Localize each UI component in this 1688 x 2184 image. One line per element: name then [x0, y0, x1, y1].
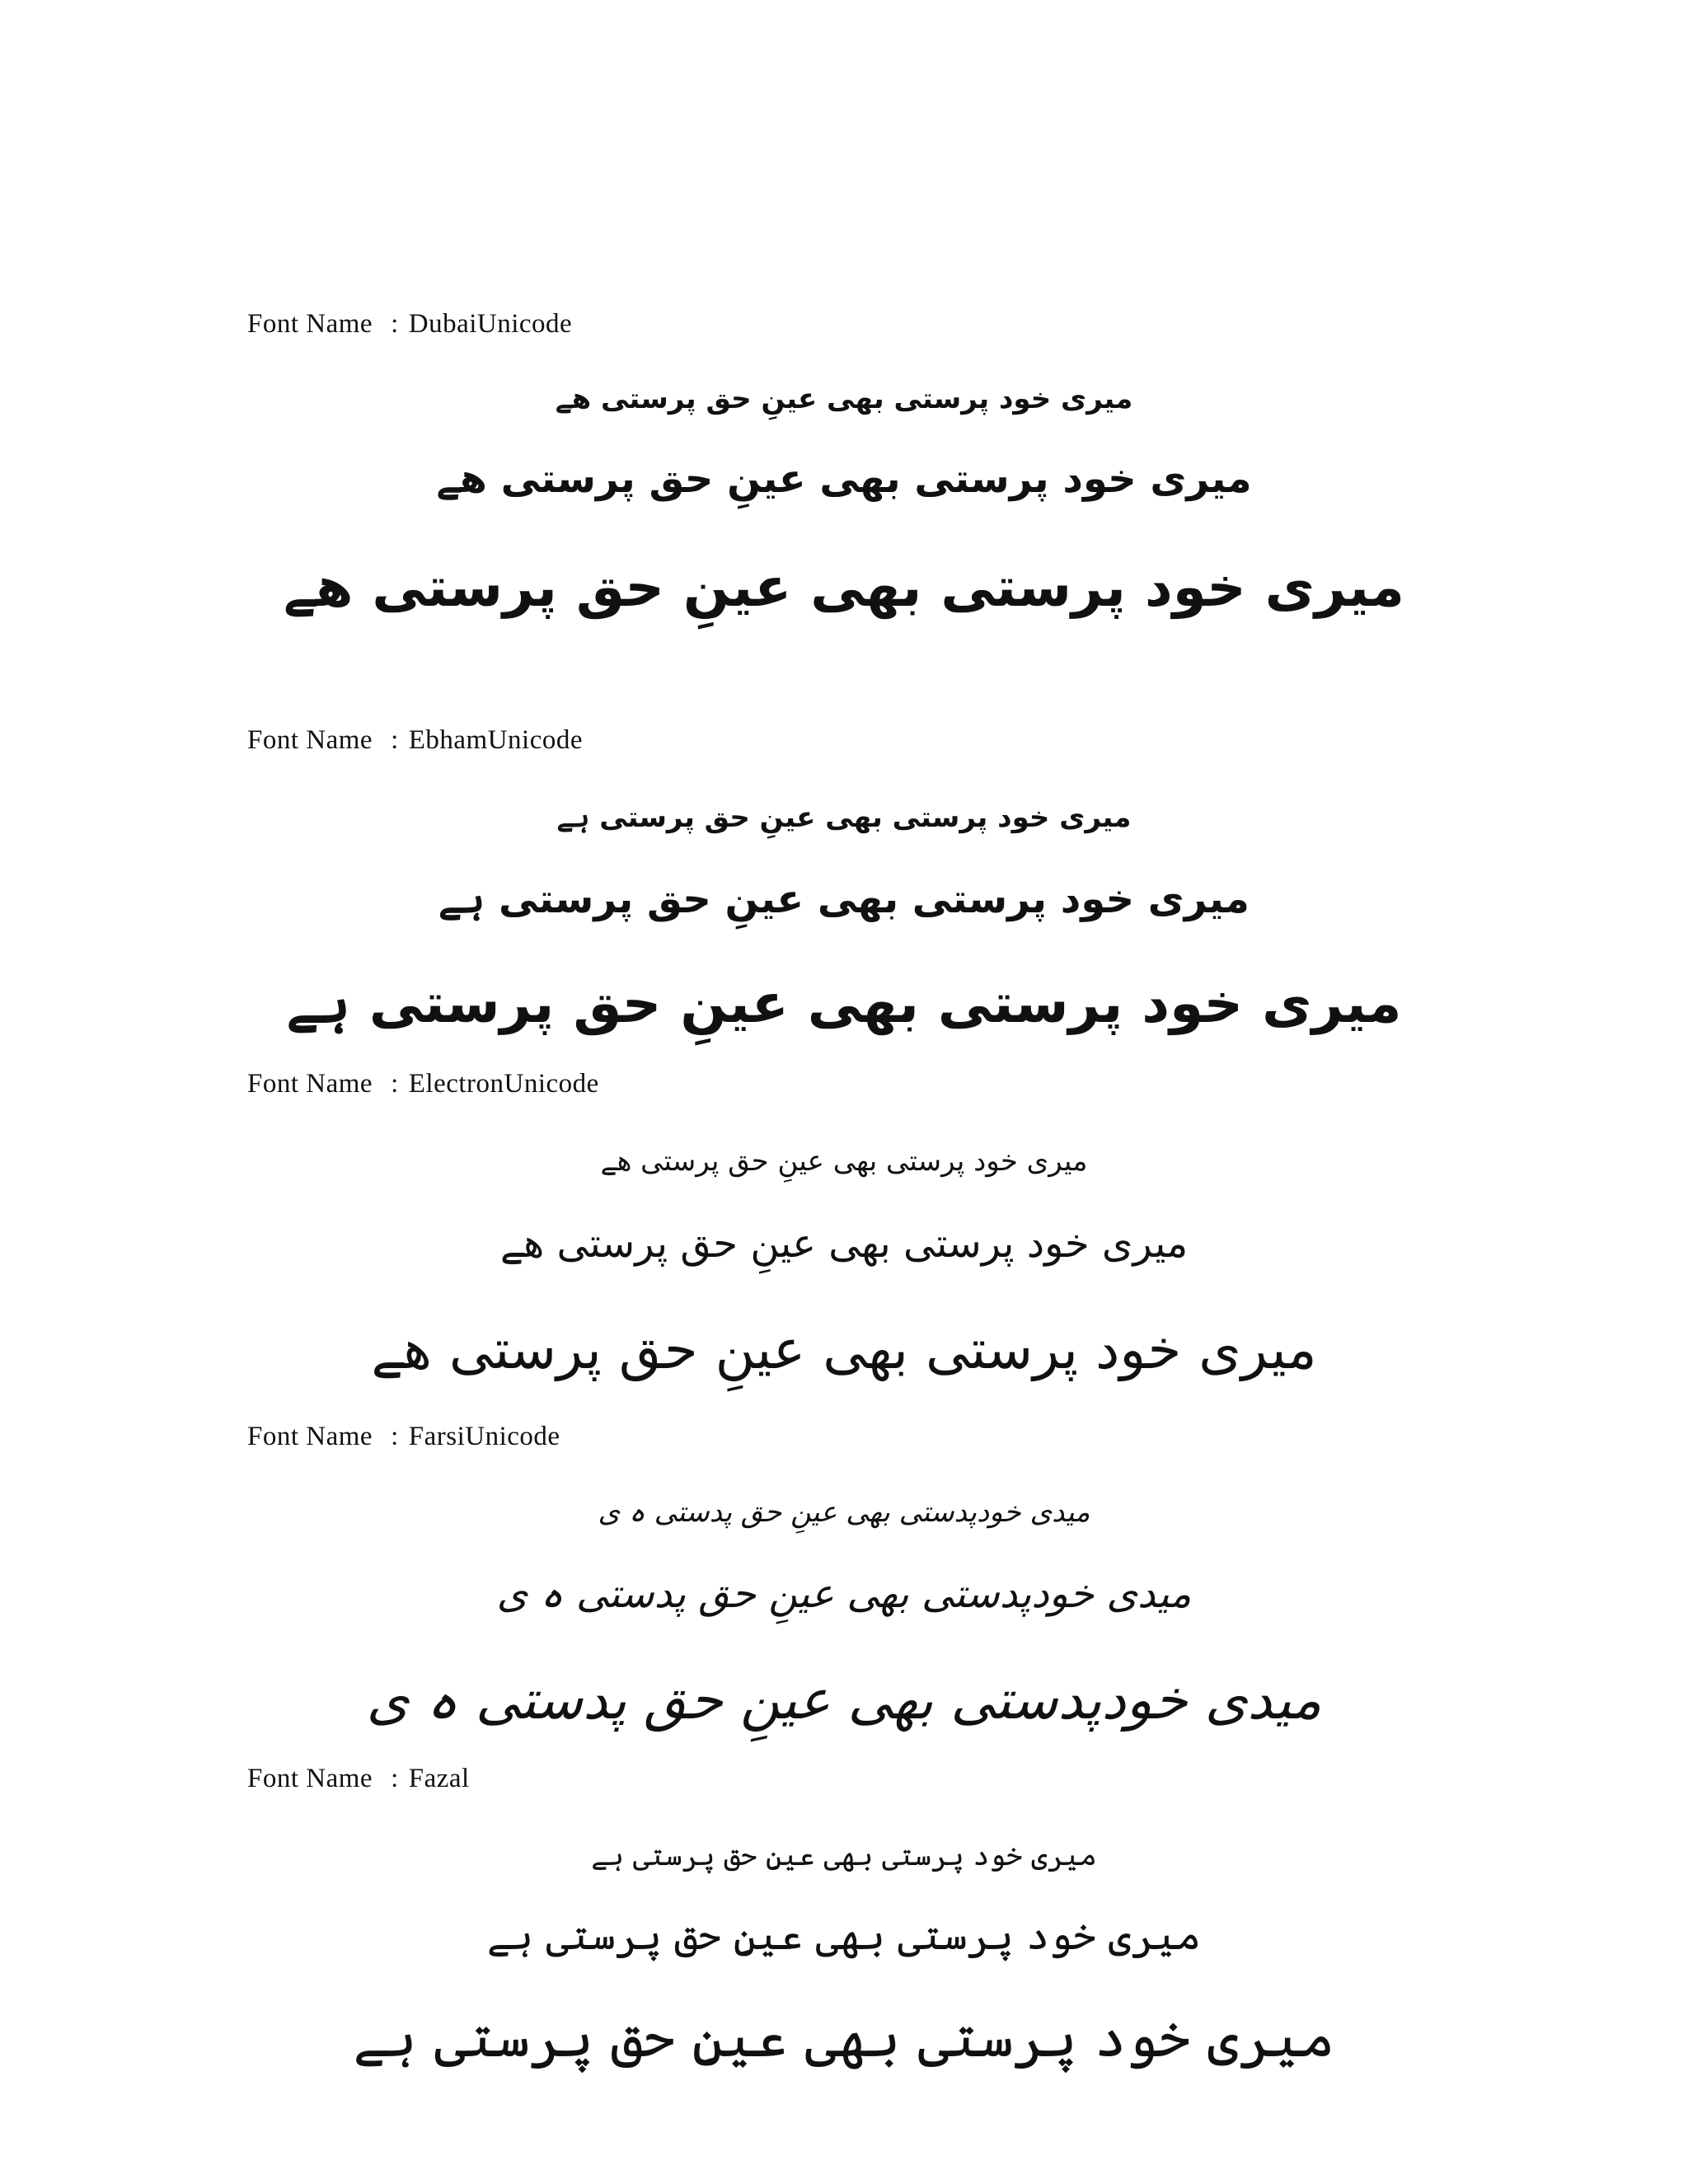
sample-text-medium: میری خود پرستی بھی عینِ حق پرستی ہے [438, 876, 1250, 922]
sample-text-large: میری خود پرستی بھی عینِ حق پرستی ہے [353, 2006, 1335, 2069]
sample-text-small: میری خود پرستی بھی عینِ حق پرستی ہے [556, 801, 1132, 834]
sample-text-medium: میری خود پرستی بھی عینِ حق پرستی ھے [436, 456, 1252, 502]
label-separator: : [391, 309, 399, 339]
sample-text-large: میری خود پرستی بھی عینِ حق پرستی ھے [371, 1318, 1317, 1381]
sample-text-small: میری خود پرستی بھی عینِ حق پرستی ھے [600, 1145, 1088, 1178]
font-name-value: DubaiUnicode [408, 309, 573, 339]
label-prefix: Font Name [247, 309, 373, 339]
font-name-value: Fazal [408, 1764, 470, 1793]
label-separator: : [391, 1069, 399, 1099]
sample-text-large: میری خود پرستی بھی عینِ حق پرستی ھے [284, 555, 1404, 619]
font-name-label-electron [247, 1069, 599, 1099]
sample-text-small: میری خود پرستی بھی عینِ حق پرستی ھے [555, 382, 1133, 415]
sample-text-medium: میری خود پرستی بھی عینِ حق پرستی ہے [486, 1913, 1202, 1959]
font-name-value: ElectronUnicode [408, 1069, 599, 1099]
sample-text-medium: میدی خودپدستی بھی عینِ حق پدستی ہ ی [496, 1571, 1192, 1617]
label-prefix: Font Name [247, 1422, 373, 1451]
label-separator: : [391, 725, 399, 755]
font-name-label-fazal [247, 1764, 470, 1794]
font-name-label-farsi [247, 1422, 560, 1452]
label-prefix: Font Name [247, 1069, 373, 1099]
font-name-value: EbhamUnicode [408, 725, 584, 755]
sample-text-large: میری خود پرستی بھی عینِ حق پرستی ہے [286, 972, 1402, 1035]
font-name-label-dubai [247, 309, 572, 340]
font-name-label-ebham [247, 725, 583, 756]
font-name-value: FarsiUnicode [408, 1422, 560, 1451]
sample-text-medium: میری خود پرستی بھی عینِ حق پرستی ھے [499, 1221, 1189, 1267]
sample-text-large: میدی خودپدستی بھی عینِ حق پدستی ہ ی [366, 1668, 1322, 1732]
sample-text-small: میری خود پرستی بھی عینِ حق پرستی ہے [591, 1840, 1097, 1872]
label-prefix: Font Name [247, 1764, 373, 1793]
sample-text-small: میدی خودپدستی بھی عینِ حق پدستی ہ ی [598, 1496, 1090, 1529]
label-separator: : [391, 1422, 399, 1451]
label-prefix: Font Name [247, 725, 373, 755]
label-separator: : [391, 1764, 399, 1793]
